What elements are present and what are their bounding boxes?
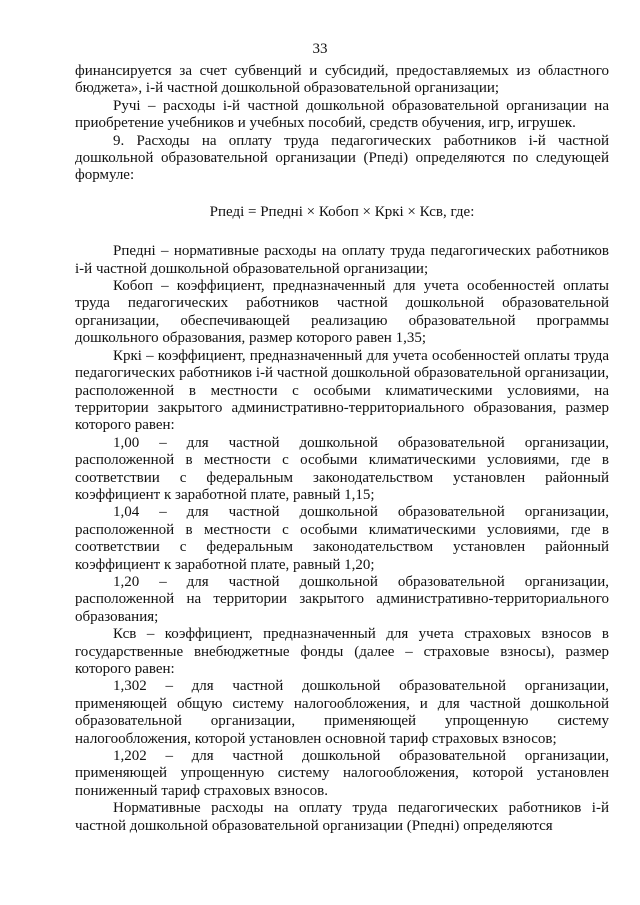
page-number: 33 xyxy=(312,41,328,57)
paragraph-krki-value-2: 1,04 – для частной дошкольной образовательной организации, расположенной в местности с особыми климатическими условиями, где в соответствии с федеральным законодательством установлен районный коэффициент к заработной плате, равный 1,20; xyxy=(75,504,609,573)
paragraph-rpedni-intro: Нормативные расходы на оплату труда педагогических работников i-й частной дошкольной образовательной организации (Рпеднi) определяются xyxy=(75,800,609,834)
paragraph-ksv-value-1: 1,302 – для частной дошкольной образовательной организации, применяющей общую систему налогообложения, и для частной дошкольной образовательной организации, применяющей упрощенную систему налогообложения, которой установлен основной тариф страховых взносов; xyxy=(75,678,609,747)
paragraph-item-9: 9. Расходы на оплату труда педагогических работников i-й частной дошкольной образовательной организации (Рпедi) определяются по следующей формуле: xyxy=(75,132,609,184)
paragraph-krki-value-1: 1,00 – для частной дошкольной образовательной организации, расположенной в местности с особыми климатическими условиями, где в соответствии с федеральным законодательством установлен районный коэффициент к заработной плате, равный 1,15; xyxy=(75,434,609,503)
paragraph-rpedni-definition: Рпеднi – нормативные расходы на оплату труда педагогических работников i-й частной дошкольной образовательной организации; xyxy=(75,243,609,277)
paragraph-krki-value-3: 1,20 – для частной дошкольной образовательной организации, расположенной на территории закрытого административно-территориального образования; xyxy=(75,573,609,625)
paragraph-ksv-definition: Ксв – коэффициент, предназначенный для учета страховых взносов в государственные внебюджетные фонды (далее – страховые взносы), размер которого равен: xyxy=(75,626,609,677)
paragraph-ksv-value-2: 1,202 – для частной дошкольной образовательной организации, применяющей упрощенную систему налогообложения, которой установлен пониженный тариф страховых взносов. xyxy=(75,748,609,799)
paragraph-ruchi: Ручi – расходы i-й частной дошкольной образовательной организации на приобретение учебников и учебных пособий, средств обучения, игр, игрушек. xyxy=(75,97,609,132)
paragraph-continuation: финансируется за счет субвенций и субсидий, предоставляемых из областного бюджета», i-й частной дошкольной образовательной организации; xyxy=(75,63,609,97)
paragraph-krki-definition: Кркi – коэффициент, предназначенный для учета особенностей оплаты труда педагогических работников i-й частной дошкольной образовательной организации, расположенной в местности с особыми климатическими условиями, на территории закрытого административно-территориального образования, размер которого равен: xyxy=(75,347,609,434)
formula: Рпедi = Рпеднi × Кобоп × Кркi × Ксв, где: xyxy=(209,203,475,220)
paragraph-kobop-definition: Кобоп – коэффициент, предназначенный для учета особенностей оплаты труда педагогических работников частной дошкольной образовательной организации, обеспечивающей реализацию образовательной программы дошкольного образования, размер которого равен 1,35; xyxy=(75,278,609,347)
document-body xyxy=(75,63,609,835)
